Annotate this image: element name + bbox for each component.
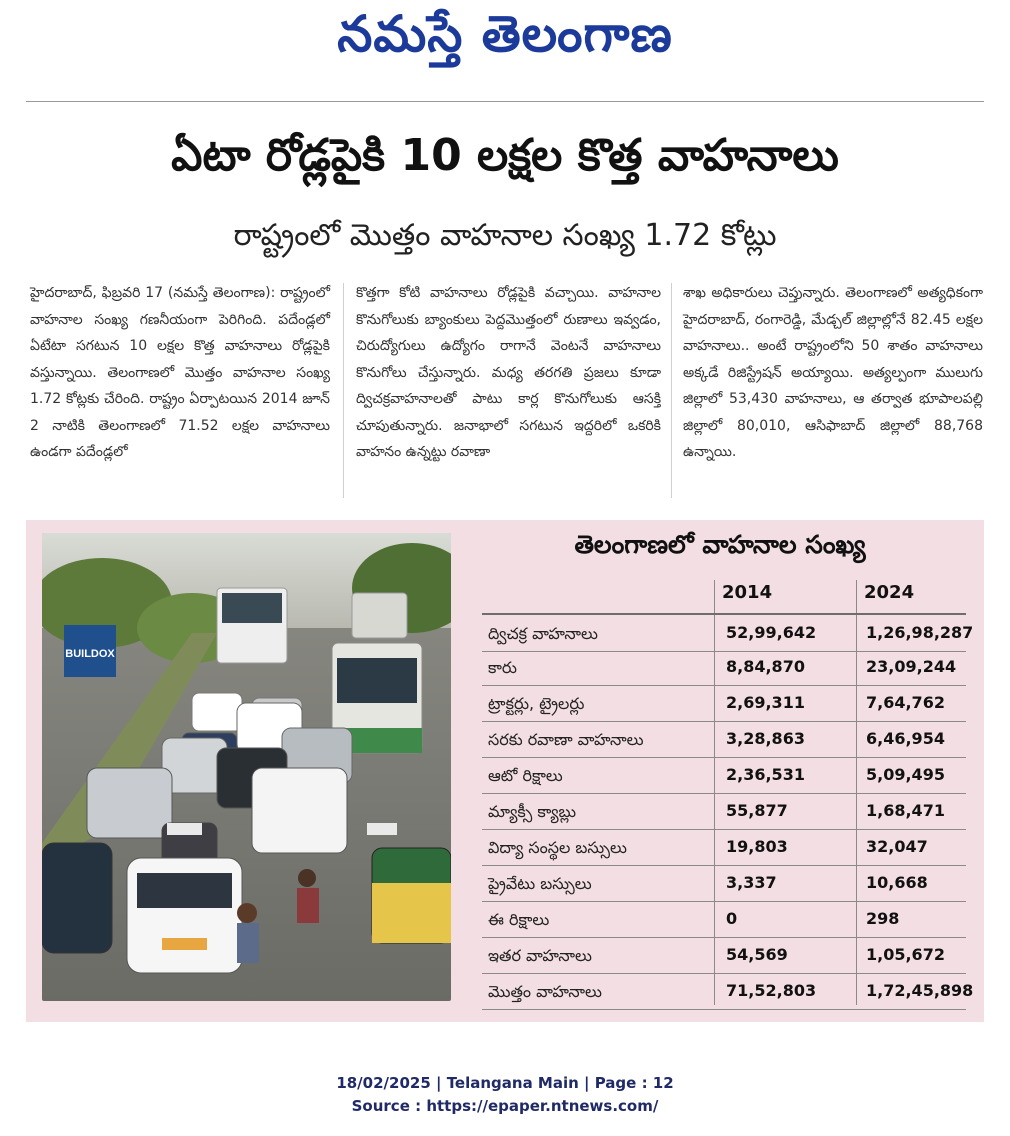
row-label: మొత్తం వాహనాలు xyxy=(488,982,602,1001)
value-2024: 7,64,762 xyxy=(866,693,945,712)
column-divider xyxy=(343,283,344,498)
row-label: ట్రాక్టర్లు, ట్రైలర్లు xyxy=(488,694,585,713)
value-2024: 1,26,98,287 xyxy=(866,623,974,642)
row-label: ఇతర వాహనాలు xyxy=(488,946,592,965)
billboard-text: BUILDOX xyxy=(65,648,115,660)
headline: ఏటా రోడ్లపైకి 10 లక్షల కొత్త వాహనాలు xyxy=(171,130,839,181)
value-2024: 5,09,495 xyxy=(866,765,945,784)
value-2024: 1,68,471 xyxy=(866,801,945,820)
value-2014: 3,28,863 xyxy=(726,729,805,748)
row-label: ఆటో రిక్షాలు xyxy=(488,766,563,785)
value-2014: 2,69,311 xyxy=(726,693,805,712)
value-2014: 0 xyxy=(726,909,738,928)
column-header-2014: 2014 xyxy=(722,582,773,603)
article-column-3: శాఖ అధికారులు చెప్తున్నారు. తెలంగాణలో అత్యధికంగా హైదరాబాద్, రంగారెడ్డి, మేడ్చల్ జిల్లాల్లోనే 82.45 లక్షల వాహనాలు.. అంటే రాష్ట్రంలోని 50 శాతం వాహనాలు అక్కడే రిజిస్ట్రేషన్ అయ్యాయి. అత్యల్పంగా ములుగు జిల్లాలో 53,430 వాహనాలు, ఆ తర్వాత భూపాలపల్లి జిల్లాలో 80,010, ఆసిఫాబాద్ జిల్లాలో 88,768 ఉన్నాయి. xyxy=(683,285,983,460)
table-title: తెలంగాణలో వాహనాల సంఖ్య xyxy=(574,530,866,559)
row-label: ఈ రిక్షాలు xyxy=(488,910,550,929)
table-row xyxy=(482,901,966,938)
value-2014: 8,84,870 xyxy=(726,657,805,676)
traffic-photo xyxy=(42,533,451,1001)
table-row xyxy=(482,757,966,794)
masthead-divider xyxy=(26,101,984,102)
table-row xyxy=(482,649,966,686)
row-label: మ్యాక్సీ క్యాబ్లు xyxy=(488,802,577,821)
value-2014: 52,99,642 xyxy=(726,623,817,642)
table-row xyxy=(482,829,966,866)
masthead-logo: నమస్తే తెలంగాణ xyxy=(337,4,673,63)
row-label: కారు xyxy=(488,658,517,677)
table-row xyxy=(482,865,966,902)
row-label: ద్విచక్ర వాహనాలు xyxy=(488,624,598,643)
table-row-total xyxy=(482,973,974,1010)
value-2024: 32,047 xyxy=(866,837,928,856)
article-column-1: హైదరాబాద్, ఫిబ్రవరి 17 (నమస్తే తెలంగాణ): రాష్ట్రంలో వాహనాల సంఖ్య గణనీయంగా పెరిగింది. పదేండ్లలో ఏటేటా సగటున 10 లక్షల కొత్త వాహనాలు రోడ్లపైకి వస్తున్నాయి. తెలంగాణలో మొత్తం వాహనాల సంఖ్య 1.72 కోట్లకు చేరింది. రాష్ట్రం ఏర్పాటయిన 2014 జూన్ 2 నాటికి తెలంగాణలో 71.52 లక్షల వాహనాలు ఉండగా పదేండ్లలో xyxy=(30,285,330,460)
table-row xyxy=(482,685,966,722)
value-2024: 298 xyxy=(866,909,900,928)
table-row xyxy=(482,793,966,830)
footer-source-link[interactable]: Source : https://epaper.ntnews.com/ xyxy=(351,1097,659,1115)
value-2014: 2,36,531 xyxy=(726,765,805,784)
value-2024: 6,46,954 xyxy=(866,729,945,748)
table-row xyxy=(482,937,966,974)
row-label: ప్రైవేటు బస్సులు xyxy=(488,874,592,893)
value-2014: 3,337 xyxy=(726,873,777,892)
value-2014: 19,803 xyxy=(726,837,788,856)
column-divider xyxy=(671,283,672,498)
value-2024: 1,72,45,898 xyxy=(866,981,974,1000)
value-2014: 55,877 xyxy=(726,801,788,820)
value-2014: 71,52,803 xyxy=(726,981,817,1000)
value-2014: 54,569 xyxy=(726,945,788,964)
table-row xyxy=(482,721,966,758)
subheadline: రాష్ట్రంలో మొత్తం వాహనాల సంఖ్య 1.72 కోట్లు xyxy=(233,218,777,253)
value-2024: 10,668 xyxy=(866,873,928,892)
value-2024: 23,09,244 xyxy=(866,657,957,676)
column-header-2024: 2024 xyxy=(864,582,915,603)
value-2024: 1,05,672 xyxy=(866,945,945,964)
table-row xyxy=(482,613,974,652)
row-label: సరకు రవాణా వాహనాలు xyxy=(488,730,644,749)
footer-date-page: 18/02/2025 | Telangana Main | Page : 12 xyxy=(336,1074,674,1092)
article-column-2: కొత్తగా కోటి వాహనాలు రోడ్లపైకి వచ్చాయి. వాహనాల కొనుగోలుకు బ్యాంకులు పెద్దమొత్తంలో రుణాలు ఇవ్వడం, చిరుద్యోగులు ఉద్యోగం రాగానే వెంటనే వాహనాలు కొనుగోలు చేస్తున్నారు. మధ్య తరగతి ప్రజలు కూడా ద్విచక్రవాహనాలతో పాటు కార్ల కొనుగోలుకు ఆసక్తి చూపుతున్నారు. జనాభాలో సగటున ఇద్దరిలో ఒకరికి వాహనం ఉన్నట్టు రవాణా xyxy=(356,285,661,460)
row-label: విద్యా సంస్థల బస్సులు xyxy=(488,838,627,857)
